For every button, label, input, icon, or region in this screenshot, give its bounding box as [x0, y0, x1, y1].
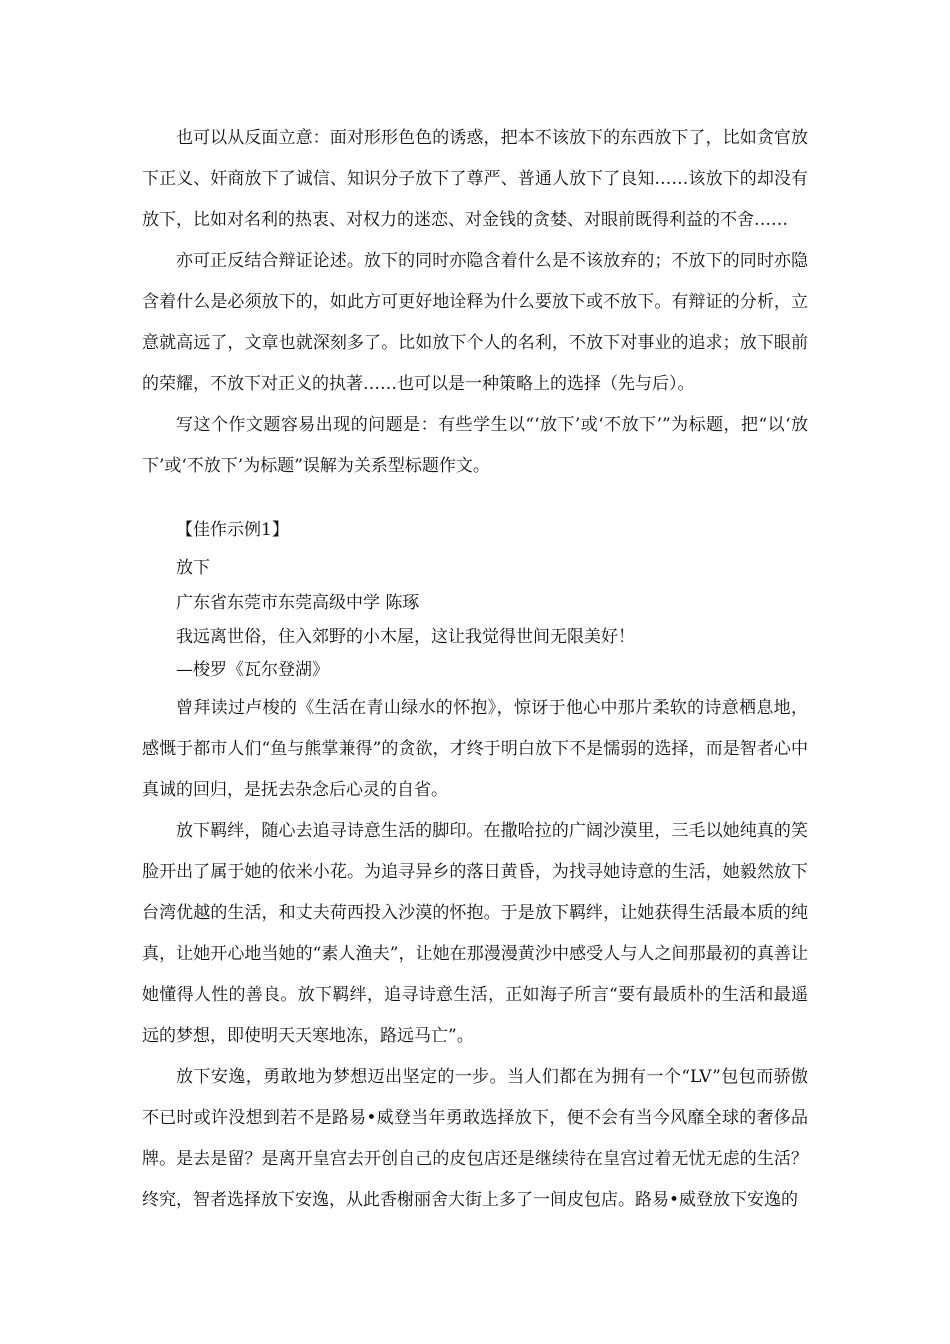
example-heading: 【佳作示例1】 — [176, 520, 289, 540]
body-paragraph-common-problem: 写这个作文题容易出现的问题是：有些学生以“‘放下’或‘不放下’”为标题，把“以‘放下’或‘不放下’为标题”误解为关系型标题作文。 — [142, 415, 808, 476]
body-paragraph-reverse-idea: 也可以从反面立意：面对形形色色的诱惑，把本不该放下的东西放下了，比如贪官放下正义、奸商放下了诚信、知识分子放下了尊严、普通人放下了良知……该放下的却没有放下，比如对名利的热衷、对权力的迷恋、对金钱的贪婪、对眼前既得利益的不舍…… — [142, 128, 808, 230]
essay-author: 广东省东莞市东莞高级中学 陈琢 — [176, 593, 420, 613]
epigraph-source: —梭罗《瓦尔登湖》 — [176, 660, 329, 680]
essay-paragraph-lv: 放下安逸，勇敢地为梦想迈出坚定的一步。当人们都在为拥有一个“LV”包包而骄傲不已时或许没想到若不是路易•威登当年勇敢选择放下，便不会有当今风靡全球的奢侈品牌。是去是留？是离开皇宫去开创自己的皮包店还是继续待在皇宫过着无忧无虑的生活？终究，智者选择放下安逸，从此香榭丽舍大街上多了一间皮包店。路易•威登放下安逸的 — [142, 1067, 808, 1210]
essay-title: 放下 — [176, 558, 210, 578]
epigraph: 我远离世俗，住入郊野的小木屋，这让我觉得世间无限美好！ — [176, 627, 635, 647]
body-paragraph-dialectic: 亦可正反结合辩证论述。放下的同时亦隐含着什么是不该放弃的；不放下的同时亦隐含着什么是必须放下的，如此方可更好地诠释为什么要放下或不放下。有辩证的分析，立意就高远了，文章也就深刻多了。比如放下个人的名利，不放下对事业的追求；放下眼前的荣耀，不放下对正义的执著……也可以是一种策略上的选择（先与后）。 — [142, 251, 808, 394]
essay-paragraph-intro: 曾拜读过卢梭的《生活在青山绿水的怀抱》，惊讶于他心中那片柔软的诗意栖息地，感慨于都市人们“鱼与熊掌兼得”的贪欲，才终于明白放下不是懦弱的选择，而是智者心中真诚的回归，是抚去杂念后心灵的自省。 — [142, 698, 808, 800]
essay-paragraph-sanmao: 放下羁绊，随心去追寻诗意生活的脚印。在撒哈拉的广阔沙漠里，三毛以她纯真的笑脸开出了属于她的依米小花。为追寻异乡的落日黄昏，为找寻她诗意的生活，她毅然放下台湾优越的生活，和丈夫荷西投入沙漠的怀抱。于是放下羁绊，让她获得生活最本质的纯真，让她开心地当她的“素人渔夫”，让她在那漫漫黄沙中感受人与人之间那最初的真善让她懂得人性的善良。放下羁绊，追寻诗意生活，正如海子所言“要有最质朴的生活和最遥远的梦想，即使明天天寒地冻，路远马亡”。 — [142, 821, 808, 1046]
